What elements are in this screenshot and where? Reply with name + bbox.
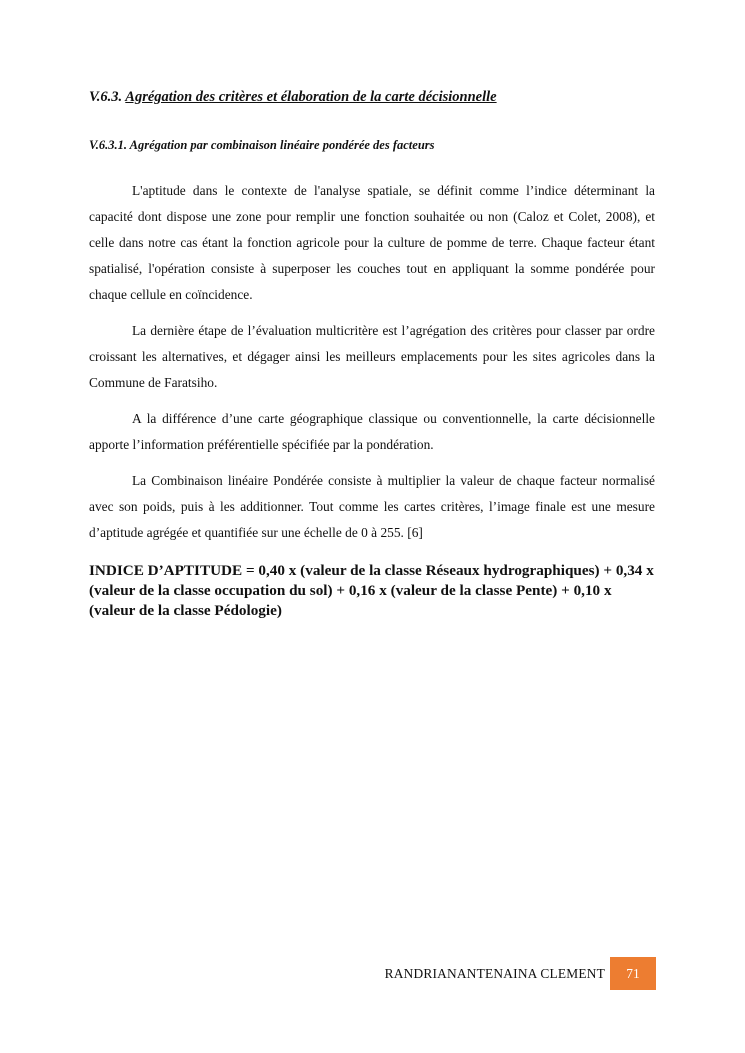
paragraph-decision-map: A la différence d’une carte géographique classique ou conventionnelle, la carte décisionnelle apporte l’information préférentielle spécifiée par la pondération. xyxy=(89,411,655,452)
page-number-badge: 71 xyxy=(610,957,656,990)
section-number: V.6.3. xyxy=(89,89,123,105)
aptitude-index-formula: INDICE D’APTITUDE = 0,40 x (valeur de la classe Réseaux hydrographiques) + 0,34 x (valeur de la classe occupation du sol) + 0,16 x (valeur de la classe Pente) + 0,10 x (valeur de la classe Pédologie) xyxy=(89,562,654,619)
paragraph-aggregation-step: La dernière étape de l’évaluation multicritère est l’agrégation des critères pour classer par ordre croissant les alternatives, et dégager ainsi les meilleurs emplacements pour les sites agricoles dans la Commune de Faratsiho. xyxy=(89,323,655,390)
footer-author: RANDRIANANTENAINA CLEMENT xyxy=(384,966,605,981)
section-heading xyxy=(89,89,497,106)
section-title: Agrégation des critères et élaboration de la carte décisionnelle xyxy=(125,89,497,105)
paragraph-weighted-combination: La Combinaison linéaire Pondérée consiste à multiplier la valeur de chaque facteur normalisé avec son poids, puis à les additionner. Tout comme les cartes critères, l’image finale est une mesure d’aptitude agrégée et quantifiée sur une échelle de 0 à 255. [6] xyxy=(89,473,655,540)
subsection-heading: V.6.3.1. Agrégation par combinaison linéaire pondérée des facteurs xyxy=(89,138,435,152)
paragraph-aptitude-definition: L'aptitude dans le contexte de l'analyse spatiale, se définit comme l’indice déterminant la capacité dont dispose une zone pour remplir une fonction souhaitée ou non (Caloz et Colet, 2008), et celle dans notre cas étant la fonction agricole pour la culture de pomme de terre. Chaque facteur étant spatialisé, l'opération consiste à superposer les couches tout en appliquant la somme pondérée pour chaque cellule en coïncidence. xyxy=(89,183,655,302)
